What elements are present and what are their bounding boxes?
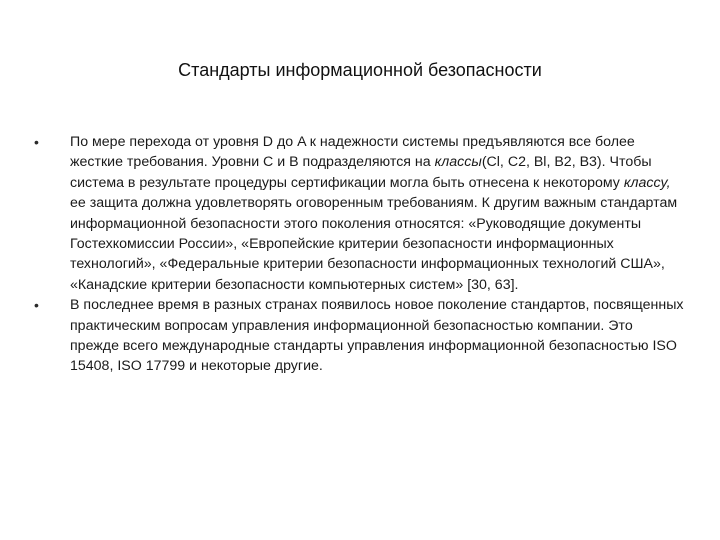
bullet-list xyxy=(34,132,684,377)
bullet-text-1-seg-1: По мере перехода от уровня D до A к надежности системы предъявляются все более жесткие требования. Уровни C и B подразделяются на xyxy=(70,134,635,171)
bullet-icon: • xyxy=(34,134,39,150)
bullet-text-1-seg-5: ее защита должна удовлетворять оговоренным требованиям. К другим важным стандартам информационной безопасности этого поколения относятся: «Руководящие документы Гостехкомиссии России», «Европейские критерии безопасности информационных технологий», «Федеральные критерии безопасности информационных технологий США», «Канадские критерии безопасности компьютерных систем» [30, 63]. xyxy=(70,195,678,293)
bullet-item-1 xyxy=(34,132,684,295)
slide-title: Стандарты информационной безопасности xyxy=(178,60,542,80)
bullet-text-1-seg-2: классы xyxy=(434,154,482,171)
bullet-icon: • xyxy=(34,297,39,314)
bullet-text-1-seg-4: классу, xyxy=(623,174,671,191)
bullet-text-1-seg-3: (Cl, C2, Bl, B2, B3). Чтобы система в результате процедуры сертификации могла быть отнесена к некоторому xyxy=(70,154,652,191)
bullet-text-2-seg-1: В последнее время в разных странах появилось новое поколение стандартов, посвященных практическим вопросам управления информационной безопасностью компании. Это прежде всего международные стандарты управления информационной безопасностью ISO 15408, ISO 17799 и некоторые другие. xyxy=(70,297,684,375)
bullet-item-2 xyxy=(34,295,684,377)
